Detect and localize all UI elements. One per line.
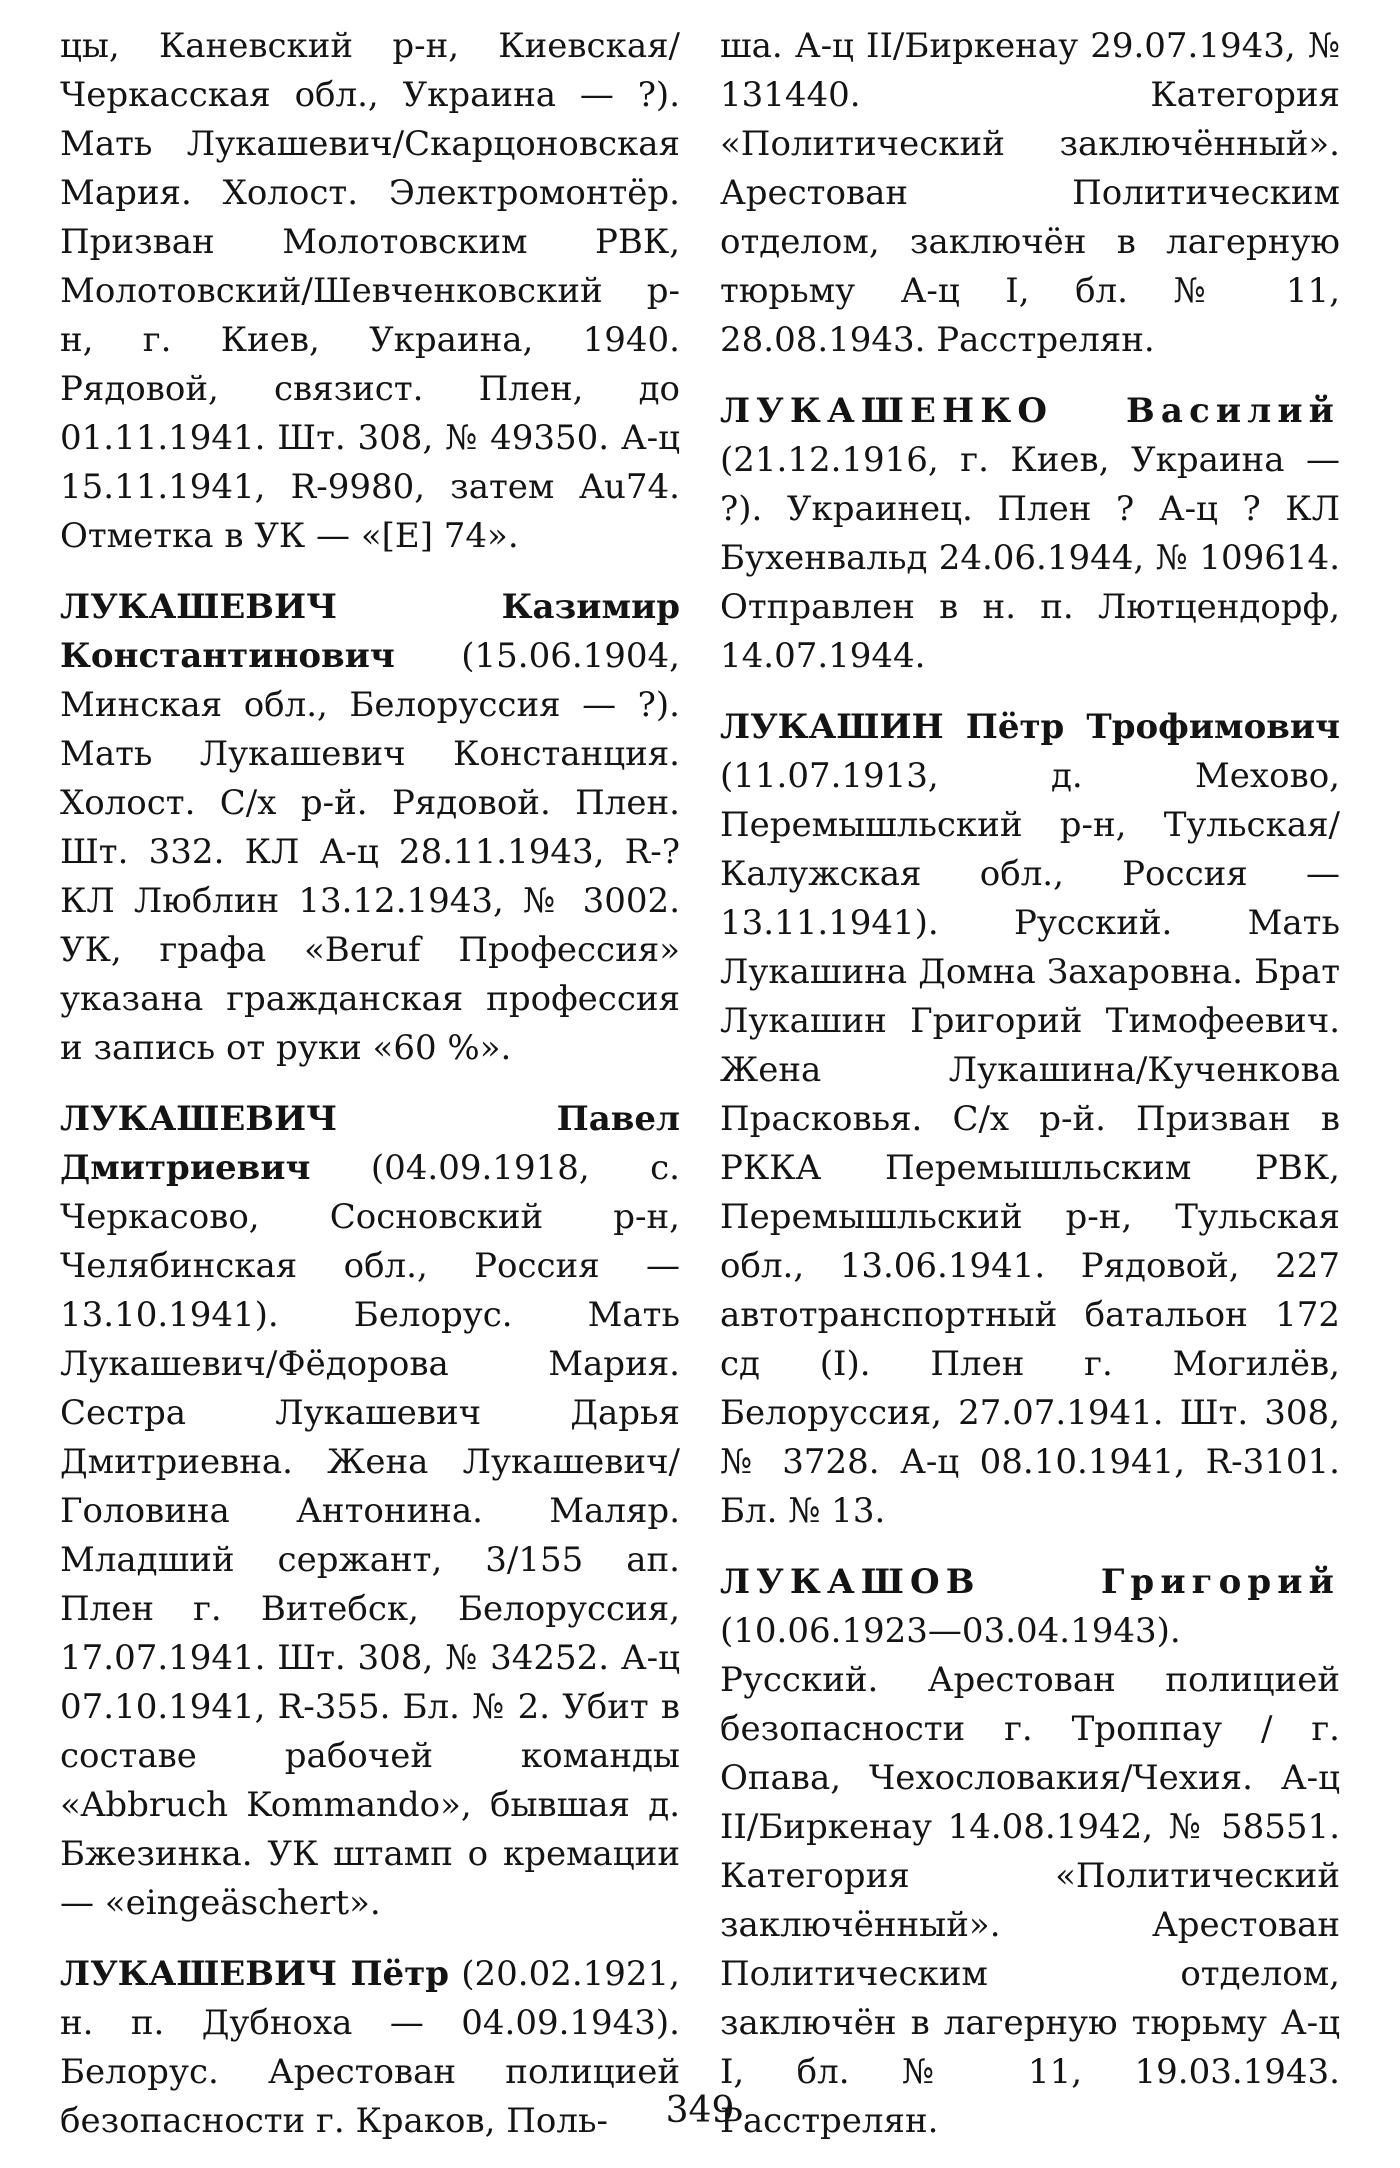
page-number: 349 [665,2090,735,2131]
continued-entry-text: цы, Каневский р-н, Киевская/Черкасская обл., Украина — ?). Мать Лукашевич/Скарцоновская Мария. Холост. Электромонтёр. Призван Молотовским РВК, Молотовский/Шевченковский р-н, г. Киев, Украина, 1940. Рядовой, связист. Плен, до 01.11.1941. Шт. 308, № 49350. А-ц 15.11.1941, R-9980, затем Au74. Отметка в УК — «[E] 74». [60,26,680,556]
entry-name: ЛУКАШИН Пётр Трофимович [720,707,1340,747]
entry-name: ЛУКАШЕВИЧ Павел Дмитриевич [60,1099,680,1188]
entry-lukashov-grigoriy [720,1558,1340,2146]
entry-text: (10.06.1923—03.04.1943). Русский. Арестован полицией безопасности г. Троппау / г. Опава, Чехословакия/Чехия. А-ц II/Биркенау 14.08.1942, № 58551. Категория «Политический заключённый». Арестован Политическим отделом, заключён в лагерную тюрьму А-ц I, бл. № 11, 19.03.1943. Расстрелян. [720,1611,1340,2141]
right-column [720,22,1340,2168]
entry-name: ЛУКАШЕВИЧ Казимир Константинович [60,587,680,676]
entry-lukashenko-vasiliy [720,387,1340,681]
entry-text: (11.07.1913, д. Мехово, Перемышльский р-н, Тульская/Калужская обл., Россия — 13.11.1941). Русский. Мать Лукашина Домна Захаровна. Брат Лукашин Григорий Тимофеевич. Жена Лукашина/Кученкова Прасковья. С/х р-й. Призван в РККА Перемышльским РВК, Перемышльский р-н, Тульская обл., 13.06.1941. Рядовой, 227 автотранспортный батальон 172 сд (I). Плен г. Могилёв, Белоруссия, 27.07.1941. Шт. 308, № 3728. А-ц 08.10.1941, R-3101. Бл. № 13. [720,756,1340,1531]
entry-name: ЛУКАШЕВИЧ Пётр [60,1954,450,1994]
document-page [60,22,1340,2141]
left-column [60,22,680,2168]
entry-lukashin-petr [720,703,1340,1536]
entry-text: (04.09.1918, с. Черкасово, Сосновский р-н, Челябинская обл., Россия — 13.10.1941). Белорус. Мать Лукашевич/Фёдорова Мария. Сестра Лукашевич Дарья Дмитриевна. Жена Лукашевич/Головина Антонина. Маляр. Младший сержант, 3/155 ап. Плен г. Витебск, Белоруссия, 17.07.1941. Шт. 308, № 34252. А-ц 07.10.1941, R-355. Бл. № 2. Убит в составе рабочей команды «Abbruch Kommando», бывшая д. Бжезинка. УК штамп о кремации — «eingeäschert». [60,1148,680,1923]
entry-lukashevich-kazimir [60,583,680,1073]
entry-text: (15.06.1904, Минская обл., Белоруссия — ?). Мать Лукашевич Констанция. Холост. С/х р-й. Рядовой. Плен. Шт. 332. КЛ А-ц 28.11.1943, R-? КЛ Люблин 13.12.1943, № 3002. УК, графа «Beruf Профессия» указана гражданская профессия и запись от руки «60 %». [60,636,680,1068]
continued-entry-text: ша. А-ц II/Биркенау 29.07.1943, № 131440. Категория «Политический заключённый». Арестован Политическим отделом, заключён в лагерную тюрьму А-ц I, бл. № 11, 28.08.1943. Расстрелян. [720,26,1340,360]
entry-name: ЛУКАШЕНКО Василий [720,391,1340,431]
entry-lukashevich-pavel [60,1095,680,1928]
entry-text: (20.02.1921, н. п. Дубноха — 04.09.1943). Белорус. Арестован полицией безопасности г. Краков, Поль- [60,1954,680,2141]
entry-text: (21.12.1916, г. Киев, Украина — ?). Украинец. Плен ? А-ц ? КЛ Бухенвальд 24.06.1944, № 109614. Отправлен в н. п. Лютцендорф, 14.07.1944. [720,440,1340,676]
entry-name: ЛУКАШОВ Григорий [720,1562,1340,1602]
